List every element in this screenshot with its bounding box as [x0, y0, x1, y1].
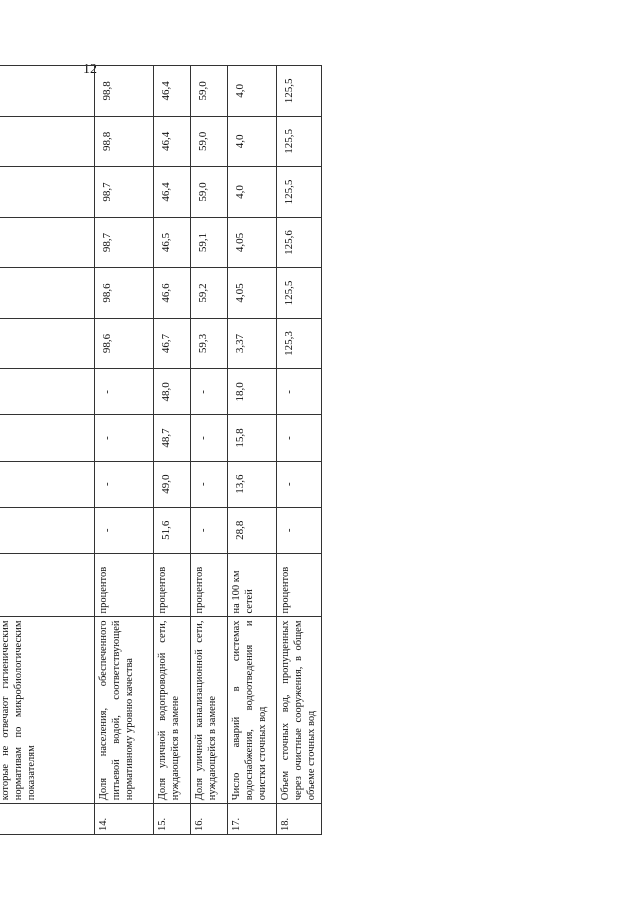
- value-cell: [0, 217, 95, 268]
- unit-cell: процентов: [95, 553, 154, 617]
- value-cell: 46,6: [154, 268, 191, 319]
- value-cell: 46,7: [154, 318, 191, 369]
- value-cell: -: [191, 461, 228, 507]
- indicator-name: которые не отвечают гигиеническим нормативам по микробиологическим показателям: [0, 617, 95, 804]
- page-number: 12: [83, 62, 97, 77]
- value-cell: 51,6: [154, 507, 191, 553]
- indicator-name: Доля населения, обеспеченного питьевой водой, соответствующей нормативному уровню качества: [95, 617, 154, 804]
- row-index: 16.: [191, 804, 228, 835]
- value-cell: 4,0: [228, 66, 277, 117]
- indicator-name: Доля уличной водопроводной сети, нуждающейся в замене: [154, 617, 191, 804]
- value-cell: 59,0: [191, 66, 228, 117]
- value-cell: 4,0: [228, 116, 277, 167]
- value-cell: [0, 507, 95, 553]
- value-cell: 125,5: [277, 167, 322, 218]
- value-cell: 98,6: [95, 268, 154, 319]
- value-cell: -: [277, 507, 322, 553]
- table-row: [154, 66, 191, 835]
- value-cell: [0, 461, 95, 507]
- table-row: [228, 66, 277, 835]
- table-row: [277, 66, 322, 835]
- value-cell: 15,8: [228, 415, 277, 461]
- unit-cell: процентов: [277, 553, 322, 617]
- unit-cell: процентов: [154, 553, 191, 617]
- value-cell: [0, 66, 95, 117]
- row-index: [0, 804, 95, 835]
- value-cell: -: [277, 369, 322, 415]
- value-cell: 13,6: [228, 461, 277, 507]
- value-cell: 59,3: [191, 318, 228, 369]
- value-cell: -: [191, 369, 228, 415]
- value-cell: 59,0: [191, 116, 228, 167]
- value-cell: -: [95, 461, 154, 507]
- value-cell: 59,0: [191, 167, 228, 218]
- value-cell: 125,3: [277, 318, 322, 369]
- value-cell: [0, 318, 95, 369]
- value-cell: 48,7: [154, 415, 191, 461]
- value-cell: 98,8: [95, 66, 154, 117]
- value-cell: 98,7: [95, 217, 154, 268]
- rotated-table-container: [0, 65, 318, 835]
- indicator-name: Объем сточных вод, пропущенных через очистные сооружения, в общем объеме сточных вод: [277, 617, 322, 804]
- value-cell: -: [277, 415, 322, 461]
- value-cell: 125,5: [277, 66, 322, 117]
- value-cell: 46,5: [154, 217, 191, 268]
- value-cell: 125,5: [277, 268, 322, 319]
- value-cell: -: [95, 369, 154, 415]
- value-cell: -: [191, 507, 228, 553]
- value-cell: [0, 268, 95, 319]
- unit-cell: [0, 553, 95, 617]
- indicator-name: Число аварий в системах водоснабжения, водоотведения и очистки сточных вод: [228, 617, 277, 804]
- unit-cell: на 100 км сетей: [228, 553, 277, 617]
- value-cell: 4,0: [228, 167, 277, 218]
- value-cell: 49,0: [154, 461, 191, 507]
- value-cell: 59,1: [191, 217, 228, 268]
- value-cell: [0, 415, 95, 461]
- value-cell: 3,37: [228, 318, 277, 369]
- indicator-name: Доля уличной канализационной сети, нуждающейся в замене: [191, 617, 228, 804]
- value-cell: 59,2: [191, 268, 228, 319]
- value-cell: 98,6: [95, 318, 154, 369]
- unit-cell: процентов: [191, 553, 228, 617]
- value-cell: 98,8: [95, 116, 154, 167]
- value-cell: 46,4: [154, 116, 191, 167]
- value-cell: 18,0: [228, 369, 277, 415]
- value-cell: 125,6: [277, 217, 322, 268]
- value-cell: -: [95, 507, 154, 553]
- value-cell: 4,05: [228, 217, 277, 268]
- value-cell: 28,8: [228, 507, 277, 553]
- value-cell: 4,05: [228, 268, 277, 319]
- value-cell: [0, 167, 95, 218]
- value-cell: -: [191, 415, 228, 461]
- value-cell: 46,4: [154, 167, 191, 218]
- indicators-table: [0, 65, 322, 835]
- table-row: [95, 66, 154, 835]
- value-cell: 46,4: [154, 66, 191, 117]
- table-row: [0, 66, 95, 835]
- row-index: 14.: [95, 804, 154, 835]
- row-index: 17.: [228, 804, 277, 835]
- value-cell: 48,0: [154, 369, 191, 415]
- table-row: [191, 66, 228, 835]
- row-index: 15.: [154, 804, 191, 835]
- row-index: 18.: [277, 804, 322, 835]
- value-cell: 125,5: [277, 116, 322, 167]
- value-cell: 98,7: [95, 167, 154, 218]
- value-cell: -: [277, 461, 322, 507]
- value-cell: -: [95, 415, 154, 461]
- value-cell: [0, 369, 95, 415]
- value-cell: [0, 116, 95, 167]
